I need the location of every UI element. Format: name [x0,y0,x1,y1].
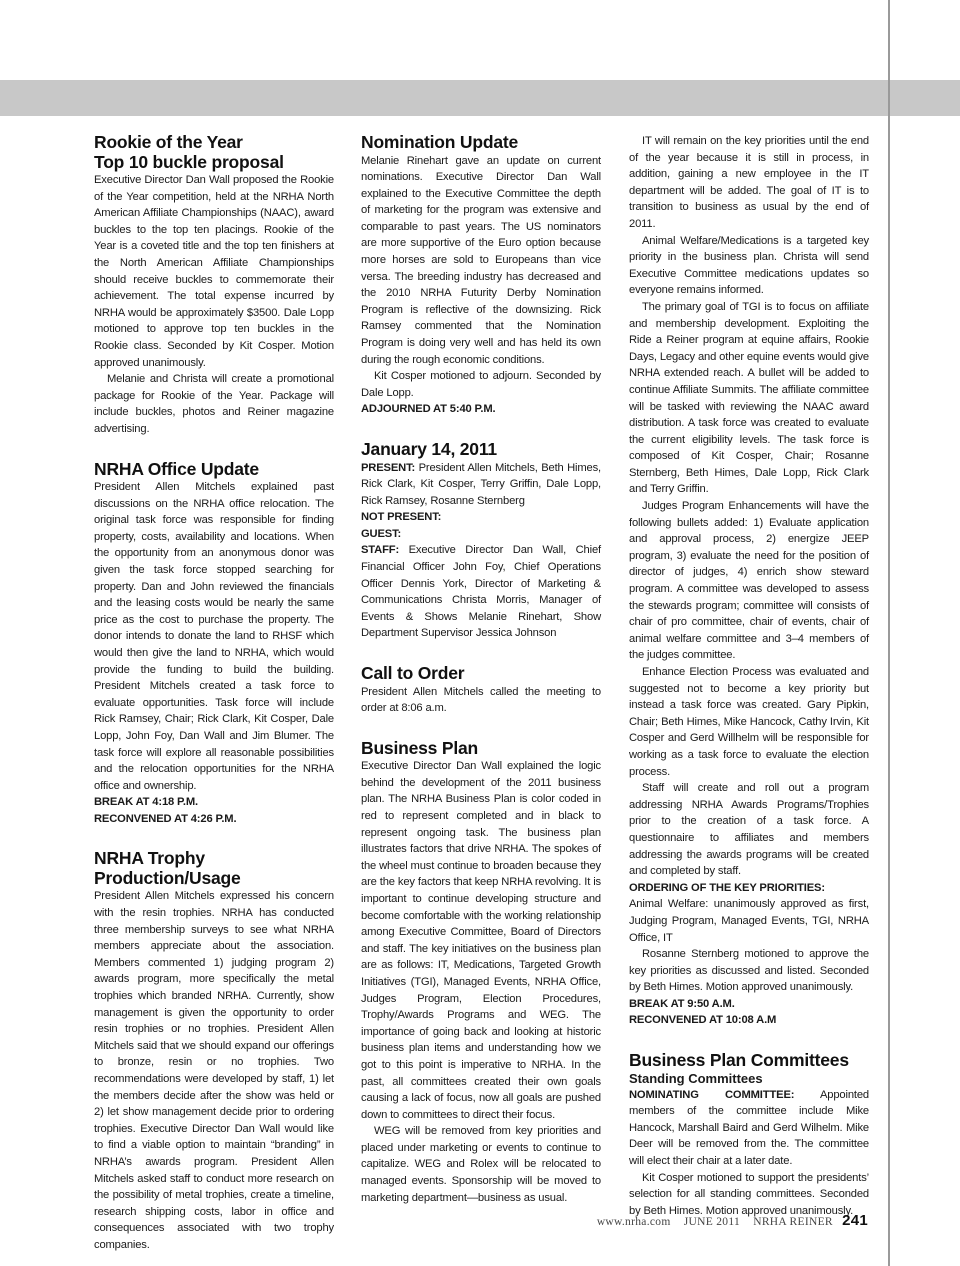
footer-publication: NRHA REINER [753,1216,833,1228]
body-paragraph: Staff will create and roll out a program addressing NRHA Awards Programs/Trophies prior to the creation of a task force. A questionnaire to affiliates and members addressing the awards programs will be created and completed by staff. [629,782,869,878]
page-edge-rule [888,0,890,1266]
body-paragraph: Animal Welfare/Medications is a targeted key priority in the business plan. Christa will send Executive Committee medications updates so everyone remains informed. [629,234,869,297]
paragraph-text: Appointed members of the committee include Mike Hancock, Marshall Baird and Gerd Wilhelm. Mike Deer will be removed from the. The committee will elect their chair at a later date. [629,1088,869,1167]
footer-url[interactable]: www.nrha.com [596,1216,671,1228]
paragraph-label: PRESENT: [361,461,416,474]
labeled-paragraph [629,1087,869,1170]
body-paragraph: Melanie and Christa will create a promotional package for Rookie of the Year. Package will include buckles, photos and Reiner magazine advertising. [94,373,334,435]
session-note: BREAK AT 4:18 P.M. [94,796,199,809]
body-paragraph: President Allen Mitchels called the meeting to order at 8:06 a.m. [361,685,601,715]
page-number: 241 [842,1212,868,1229]
session-note: NOT PRESENT: [361,511,442,524]
session-note: RECONVENED AT 4:26 P.M. [94,812,237,825]
body-paragraph: Enhance Election Process was evaluated and suggested not to become a key priority but instead a task force was created. Gary Pipkin, Chair; Beth Himes, Mike Hancock, Cathy Irvin, Kit Cosper and Gerd Willhelm will be responsible for working as a task force to evaluate the election process. [629,666,869,778]
section-heading: Nomination Update [361,132,519,152]
section-heading: Business Plan [361,737,479,758]
page-footer [597,1212,868,1229]
body-paragraph: Rosanne Sternberg motioned to approve the key priorities as discussed and listed. Seconded by Beth Himes. Motion approved unanimously. [629,948,869,994]
paragraph-text: President Allen Mitchels, Beth Himes, Rick Clark, Kit Cosper, Terry Griffin, Dale Lopp, Rick Ramsey, Rosanne Sternberg [361,461,601,507]
article-section [94,849,334,1253]
body-paragraph: Kit Cosper motioned to adjourn. Seconded by Dale Lopp. [361,370,601,399]
article-section [361,664,601,717]
body-paragraph: Kit Cosper motioned to support the presidents’ selection for all standing committees. Seconded by Beth Himes. Motion approved unanimously. [629,1171,869,1217]
section-heading: NRHA Trophy [94,848,205,869]
body-paragraph: Judges Program Enhancements will have the following bullets added: 1) Evaluate application and approval process, 2) energize JEEP program, 3) evaluate the need for the position of director of judges, 4) enrich show steward program. A committee was developed to assess the stewards program; committee will consists of chair of pro committee, chair of events, chair of animal welfare committee and 3–4 members of the judges committee. [629,500,869,662]
section-heading: Top 10 buckle proposal [94,151,284,172]
body-paragraph: Animal Welfare: unanimously approved as first, Judging Program, Managed Events, TGI, NRHA Office, IT [629,898,869,944]
session-note: GUEST: [361,527,402,540]
body-paragraph: President Allen Mitchels expressed his concern with the resin trophies. NRHA has conducted three membership surveys to see what NRHA members appreciate about the association. Members commented 1) judging program 2) awards program, more specifically the metal trophies which branded NRHA. Currently, show management is given the opportunity to order resin trophies or no trophies. President Allen Mitchels said that we should expand our offerings to bronze, resin or no trophies. Two recommendations were developed by staff, 1) let the members decide after the show was held or 2) let show management decide prior to ordering trophies. Executive Director Dan Wall would like to find a viable option to maintain “branding” in NRHA’s awards program. President Allen Mitchels asked staff to conduct more research on the possibility of metal trophies, create a timeline, research shipping costs, labor in office and consequences associated with two trophy companies. [94,890,334,1251]
body-paragraph: WEG will be removed from key priorities and placed under marketing or events to continue to capitalize. WEG and Rolex will be relocated to managed events. Sponsorship will be moved to marketing department—business as usual. [361,1125,601,1204]
body-paragraph: Executive Director Dan Wall explained the logic behind the development of the 2011 business plan. The NRHA Business Plan is color coded in red to represent completed and in black to represent ongoing task. The business plan illustrates factors that drive NRHA. The spokes of the wheel must continue to broaden because they are the key factors that keep NRHA revolving. It is important to continue developing structure and become comfortable with the working relationship among Executive Committee, Board of Directors and staff. The key initiatives on the business plan are as follows: IT, Medications, Targeted Growth Initiatives (TGI), Managed Events, NRHA Office, Judges Program, Election Procedures, Trophy/Awards Programs and WEG. The importance of going back and looking at historic business plan items and understanding how we got to this point is imperative to NRHA. In the past, all committees created their own goals causing a lack of focus, now all goals are pushed down to committees to direct their focus. [361,760,601,1121]
article-section [629,133,869,1029]
session-note: ADJOURNED AT 5:40 P.M. [361,403,496,416]
section-heading: NRHA Office Update [94,458,259,479]
article-section [94,133,334,438]
labeled-paragraph [361,542,601,642]
top-gray-band [0,80,960,116]
article-section [94,460,334,828]
section-heading: Rookie of the Year [94,132,243,152]
article-section [361,133,601,418]
body-paragraph: IT will remain on the key priorities until the end of the year because it is still in process, in addition, gaining a new employee in the IT department will be added. The goal of IT is to transition to business as usual by the end of 2011. [629,135,869,230]
column-1 [94,133,334,1254]
column-3 [629,133,869,1219]
labeled-paragraph [361,460,601,510]
article-section [629,1051,869,1219]
section-heading: Call to Order [361,663,465,684]
column-2 [361,133,601,1206]
paragraph-label: NOMINATING COMMITTEE: [629,1088,795,1101]
paragraph-label: STAFF: [361,544,400,557]
session-note: RECONVENED AT 10:08 A.M [629,1014,777,1027]
session-note: ORDERING OF THE KEY PRIORITIES: [629,881,825,894]
section-subheading: Standing Committees [629,1070,763,1086]
footer-issue: JUNE 2011 [683,1216,741,1228]
paragraph-text: Executive Director Dan Wall, Chief Financial Officer John Foy, Chief Operations Officer Dennis York, Director of Marketing & Communications Christa Morris, Manager of Events & Shows Melanie Rinehart, Show Department Supervisor Jessica Johnson [361,544,601,640]
body-paragraph: Executive Director Dan Wall proposed the Rookie of the Year competition, held at the NRHA North American Affiliate Championships (NAAC), award buckles to the top ten placings. Rookie of the Year is a coveted title and the top ten finishers at the North American Affiliate Championships should receive buckles to commemorate their achievement. The total expense incurred by NRHA would be approximately $3500. Dale Lopp motioned to approve top ten buckles in the Rookie class. Seconded by Kit Cosper. Motion approved unanimously. [94,174,334,369]
body-paragraph: The primary goal of TGI is to focus on affiliate and membership development. Exploiting the Ride a Reiner program at equine affairs, Rookie Days, Legacy and other equine events would give NRHA extended reach. A bullet will be added to continue Affiliate Summits. The affiliate committee will be tasked with reviewing the NAAC award distribution. A task force was created to evaluate the current eligibility levels. The task force is composed of Kit Cosper, Chair; Rosanne Sternberg, Beth Himes, Dale Lopp, Rick Clark and Terry Griffin. [629,300,869,496]
body-paragraph: President Allen Mitchels explained past discussions on the NRHA office relocation. The original task force was responsible for finding property, costs, availability and locations. When the opportunity from an anonymous donor was given the task force stopped searching for property. Dan and John reviewed the financials and the leasing costs would be nearly the same price as the cost to purchase the property. The donor intends to donate the land to RHSF which would then give the land to NRHA, which would provide the funding to build the building. President Mitchels created a task force to evaluate opportunities. Task force will include Rick Ramsey, Chair; Rick Clark, Kit Cosper, Dale Lopp, John Foy, Dan Wall and Jim Blumer. The task force will explore all reasonable possibilities and the relocation opportunities for the NRHA office and ownership. [94,481,334,792]
body-paragraph: Melanie Rinehart gave an update on current nominations. Executive Director Dan Wall explained to the Executive Committee the depth of marketing for the program was extensive and comparable to past years. The US nominators are more supportive of the Euro option because more horses are sold to Europeans than vice versa. The breeding industry has decreased and the 2010 NRHA Futurity Derby Nomination Program is reflective of the downsizing. Rick Ramsey commented that the Nomination Program is doing very well and has held its own during the rough economic conditions. [361,154,601,366]
section-heading: Production/Usage [94,867,241,888]
article-section [361,440,601,642]
session-note: BREAK AT 9:50 A.M. [629,997,735,1010]
article-section [361,739,601,1207]
section-heading: January 14, 2011 [361,439,497,459]
section-heading: Business Plan Committees [629,1050,849,1071]
